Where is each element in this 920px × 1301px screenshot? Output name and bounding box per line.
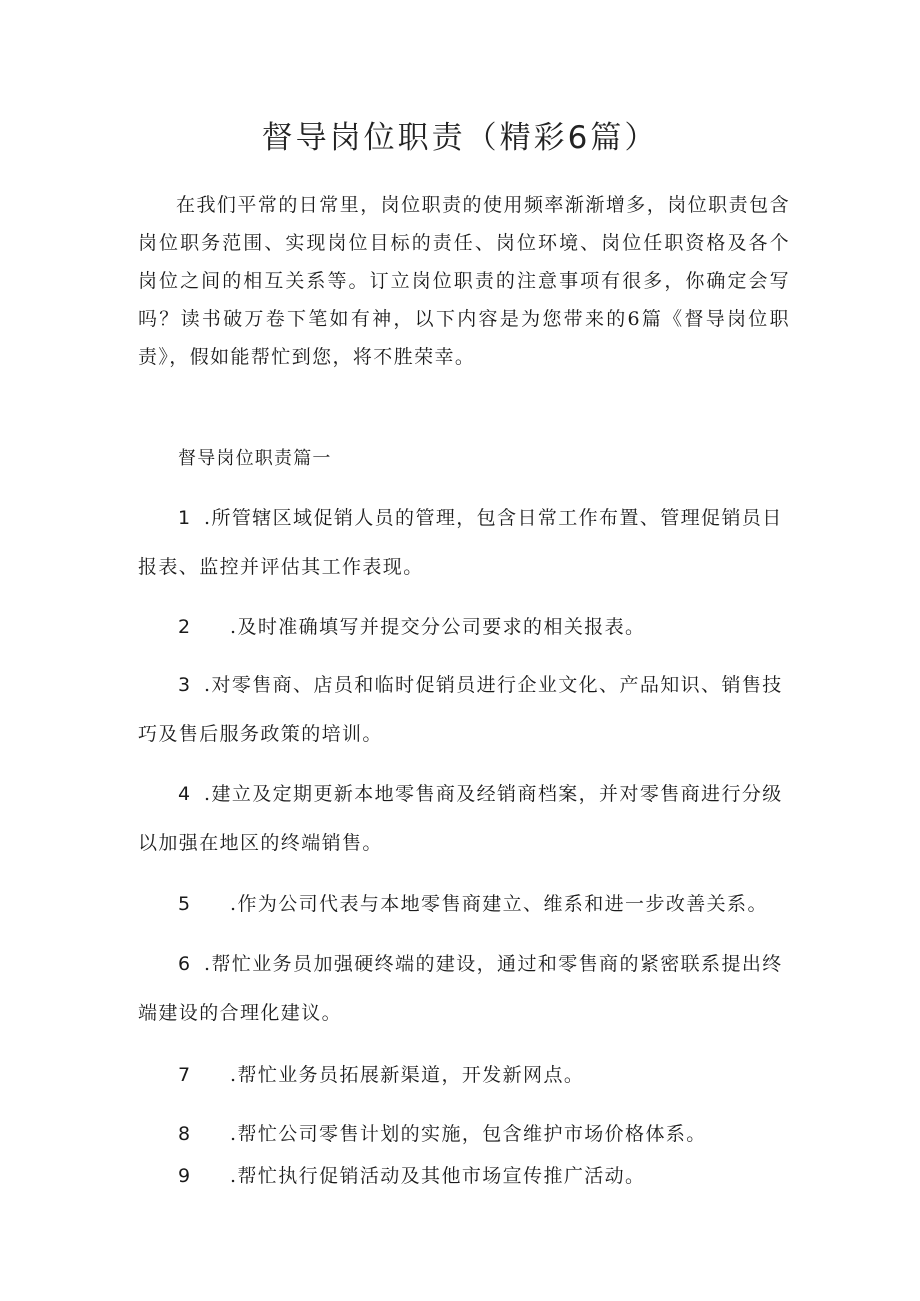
list-item-text: .帮忙业务员拓展新渠道，开发新网点。 xyxy=(230,1064,585,1086)
list-item-number: 4 xyxy=(178,783,192,805)
list-item-text: .所管辖区域促销人员的管理，包含日常工作布置、管理促销员日报表、监控并评估其工作表现。 xyxy=(138,507,783,578)
list-item-text: .及时准确填写并提交分公司要求的相关报表。 xyxy=(230,616,646,638)
section-heading: 督导岗位职责篇一 xyxy=(178,448,332,469)
list-item xyxy=(138,603,790,652)
page-title: 督导岗位职责（精彩6篇） xyxy=(261,120,659,156)
list-item-number: 7 xyxy=(178,1064,192,1086)
list-item-number: 6 xyxy=(178,953,192,975)
list-item xyxy=(138,1152,790,1201)
intro-paragraph: 在我们平常的日常里，岗位职责的使用频率渐渐增多，岗位职责包含岗位职务范围、实现岗位目标的责任、岗位环境、岗位任职资格及各个岗位之间的相互关系等。订立岗位职责的注意事项有很多，你确定会写吗？读书破万卷下笔如有神，以下内容是为您带来的6篇《督导岗位职责》，假如能帮忙到您，将不胜荣幸。 xyxy=(138,194,790,368)
list-item xyxy=(138,880,790,929)
list-item-number: 5 xyxy=(178,893,192,915)
list-item-text: .作为公司代表与本地零售商建立、维系和进一步改善关系。 xyxy=(230,893,768,915)
list-item-text: .建立及定期更新本地零售商及经销商档案，并对零售商进行分级以加强在地区的终端销售。 xyxy=(138,783,783,854)
list-item xyxy=(138,1051,790,1100)
list-item-number: 8 xyxy=(178,1123,192,1145)
list-item-number: 1 xyxy=(178,507,192,529)
list-item-text: .帮忙公司零售计划的实施，包含维护市场价格体系。 xyxy=(230,1123,707,1145)
list-item xyxy=(138,661,790,759)
list-item xyxy=(138,770,790,868)
list-item-text: .帮忙执行促销活动及其他市场宣传推广活动。 xyxy=(230,1165,646,1187)
list-item-text: .帮忙业务员加强硬终端的建设，通过和零售商的紧密联系提出终端建设的合理化建议。 xyxy=(138,953,783,1024)
list-item-number: 9 xyxy=(178,1165,192,1187)
list-item-text: .对零售商、店员和临时促销员进行企业文化、产品知识、销售技巧及售后服务政策的培训。 xyxy=(138,674,783,745)
list-item-number: 3 xyxy=(178,674,192,696)
list-item-number: 2 xyxy=(178,616,192,638)
list-item xyxy=(138,940,790,1038)
list-item xyxy=(138,494,790,592)
